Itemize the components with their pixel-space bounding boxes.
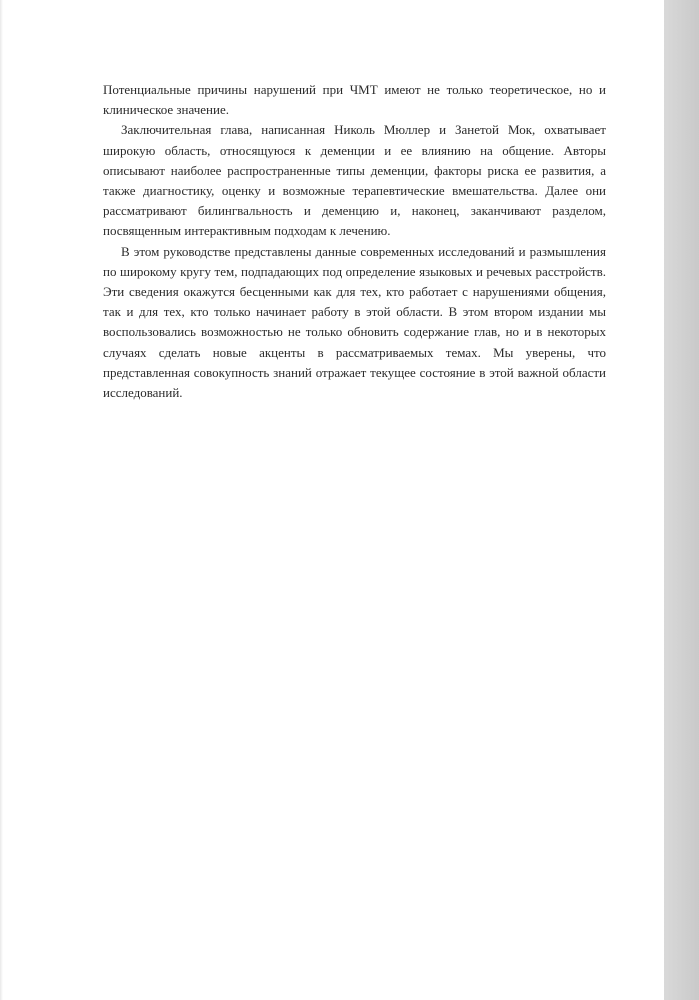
body-text xyxy=(103,80,606,403)
page-edge-shadow xyxy=(0,0,3,1000)
paragraph-3: В этом руководстве представлены данные современных исследований и размышления по широкому кругу тем, подпадающих под определение языковых и речевых расстройств. Эти сведения окажутся бесценными как для тех, кто работает с нарушениями общения, так и для тех, кто только начинает работу в этой области. В этом втором издании мы воспользовались возможностью не только обновить содержание глав, но и в некоторых случаях сделать новые акценты в рассматриваемых темах. Мы уверены, что представленная совокупность знаний отражает текущее состояние в этой важной области исследований. xyxy=(103,243,606,401)
page-gutter xyxy=(664,0,699,1000)
paragraph-1: Потенциальные причины нарушений при ЧМТ имеют не только теоретическое, но и клиническое значение. xyxy=(103,82,606,118)
paragraph-2: Заключительная глава, написанная Николь Мюллер и Занетой Мок, охватывает широкую область, относящуюся к деменции и ее влиянию на общение. Авторы описывают наиболее распространенные типы деменции, факторы риска ее развития, а также диагностику, оценку и возможные терапевтические вмешательства. Далее они рассматривают билингвальность и деменцию и, наконец, заканчивают разделом, посвященным интерактивным подходам к лечению. xyxy=(103,122,606,239)
